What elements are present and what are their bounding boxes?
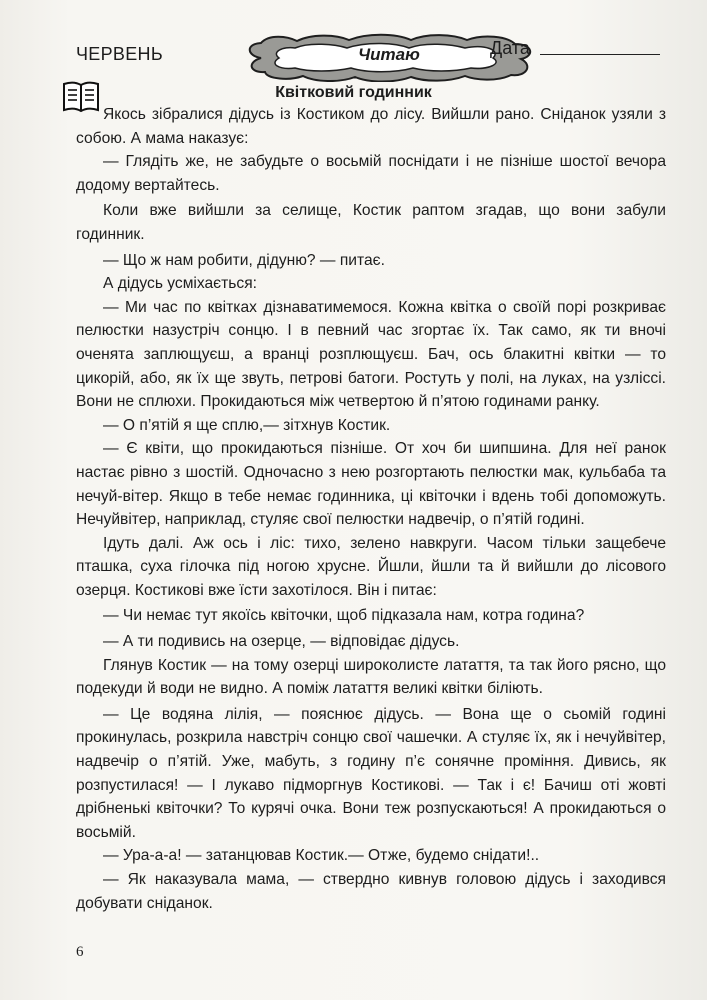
story-text <box>76 103 666 915</box>
date-label: Дата <box>490 38 530 58</box>
date-blank-line <box>540 54 660 55</box>
month-label: ЧЕРВЕНЬ <box>76 44 163 64</box>
story-paragraph: — Що ж нам робити, дідуню? — питає. <box>103 251 385 269</box>
story-paragraph: — Ми час по квітках дізнаватимемося. Кожна квітка о своїй порі розкриває пелюстки назустріч сонцю. І в певний час згортає їх. Так само, як ти вночі оченята заплющуєш, а вранці розплющуєш. Бач, ось блакитні квітки — то цикорій, або, як їх ще звуть, петрові батоги. Ростуть у полі, на луках, на узліссі. Вони не сплюхи. Прокидаються між четвертою й п’ятою годинами ранку. <box>76 298 666 411</box>
page-header <box>76 30 676 80</box>
story-paragraph: Ідуть далі. Аж ось і ліс: тихо, зелено навкруги. Часом тільки защебече пташка, суха гілочка під ногою хрусне. Йшли, йшли та й вийшли до лісового озерця. Костикові вже їсти захотілося. Він і питає: <box>76 534 666 599</box>
section-badge-label: Читаю <box>358 45 420 64</box>
story-paragraph: А дідусь усміхається: <box>103 275 257 293</box>
story-paragraph: — Ура-а-а! — затанцював Костик.— Отже, будемо снідати!.. <box>103 847 540 865</box>
story-paragraph: — Є квіти, що прокидаються пізніше. От хоч би шипшина. Для неї ранок настає рівно з шостій. Одночасно з нею розгортають пелюстки мак, кульбаба та нечуй-вітер. Якщо в тебе немає годинника, ці квіточки і вдень тобі допоможуть. Нечуйвітер, наприклад, стуляє свої пелюстки надвечір, о п’ятій годині. <box>76 440 666 529</box>
date-field <box>490 38 660 59</box>
story-paragraph: — Як наказувала мама, — ствердно кивнув головою дідусь і заходився добувати сніданок. <box>76 871 666 912</box>
story-paragraph: — Це водяна лілія, — пояснює дідусь. — Вона ще о сьомій годині прокинулась, розкрила навстріч сонцю свої чашечки. А стуляє їх, як і нечуйвітер, надвечір о п’ятій. Уже, мабуть, з годину п’є сонячне проміння. Дивись, як розпустилася! — І лукаво підморгнув Костикові. — Так і є! Бачиш оті жовті дрібненькі квіточки? То курячі очка. Вони теж розпускаються! А прокидаються о восьмій. <box>76 705 666 841</box>
story-paragraph: — О п’ятій я ще сплю,— зітхнув Костик. <box>103 416 391 434</box>
story-paragraph: — Чи немає тут якоїсь квіточки, щоб підказала нам, котра година? <box>103 607 585 625</box>
story-title: Квітковий годинник <box>275 84 432 101</box>
page-number: 6 <box>76 944 84 960</box>
story-paragraph: — А ти подивись на озерце, — відповідає дідусь. <box>103 633 460 651</box>
story-paragraph: — Глядіть же, не забудьте о восьмій поснідати і не пізніше шостої вечора додому вертайтесь. <box>76 153 666 194</box>
story-paragraph: Якось зібралися дідусь із Костиком до лісу. Вийшли рано. Сніданок узяли з собою. А мама наказує: <box>76 106 666 147</box>
story-paragraph: Глянув Костик — на тому озерці широколисте латаття, та так його рясно, що подекуди й води не видно. А поміж латаття великі квітки біліють. <box>76 656 666 698</box>
story-paragraph: Коли вже вийшли за селище, Костик раптом згадав, що вони забули годинник. <box>76 202 666 243</box>
